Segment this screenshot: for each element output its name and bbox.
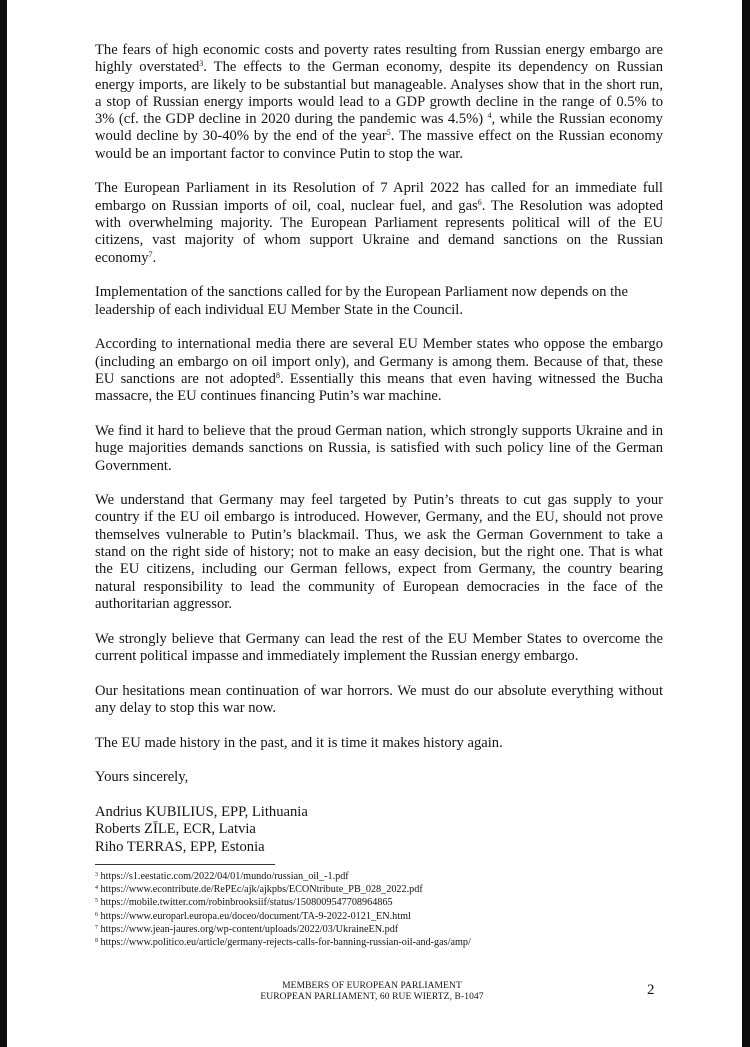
footnote[interactable]: $^6$ https://www.europarl.europa.eu/doceo/document/TA-9-2022-0121_EN.html [95, 910, 411, 922]
footnote-separator [95, 864, 275, 865]
letter-body [95, 42, 663, 856]
footnote-ref[interactable]: 7 [148, 249, 153, 259]
footnotes [95, 870, 695, 949]
paragraph-economic-costs: The fears of high economic costs and poverty rates resulting from Russian energy embargo are highly overstated$^3$. The effects to the German economy, despite its dependency on Russian energy imports, are likely to be substantial but manageable. Analyses show that in the short run, a stop of Russian energy imports would lead to a GDP growth decline in the range of 0.5% to 3% (cf. the GDP decline in 2020 during the pandemic was 4.5%) $^4$, while the Russian economy would decline by 30-40% by the end of the year$^5$. The massive effect on the Russian economy would be an important factor to convince Putin to stop the war. [95, 42, 663, 162]
paragraph-german-nation: We find it hard to believe that the proud German nation, which strongly supports Ukraine and in huge majorities demands sanctions on Russia, is satisfied with such policy line of the German Government. [95, 422, 663, 474]
footnote-link[interactable]: https://www.politico.eu/article/germany-rejects-calls-for-banning-russian-oil-and-gas/amp/ [98, 937, 471, 949]
page-number: 2 [647, 982, 655, 998]
page-footer [187, 981, 557, 1003]
footnote-ref[interactable]: 3 [199, 59, 204, 69]
paragraph-hesitations: Our hesitations mean continuation of war horrors. We must do our absolute everything without any delay to stop this war now. [95, 682, 663, 716]
footnote[interactable]: $^8$ https://www.politico.eu/article/germany-rejects-calls-for-banning-russian-oil-and-gas/amp/ [95, 937, 471, 949]
paragraph-belief: We strongly believe that Germany can lead the rest of the EU Member States to overcome the current political impasse and immediately implement the Russian energy embargo. [95, 630, 663, 664]
footnote[interactable]: $^5$ https://mobile.twitter.com/robinbrooksiif/status/1508009547708964865 [95, 897, 393, 909]
signatories [95, 804, 663, 856]
paragraph-international-media: According to international media there are several EU Member states who oppose the embargo (including an embargo on oil import only), and Germany is among them. Because of that, these EU sanctions are not adopted$^8$. Essentially this means that even having witnessed the Bucha massacre, the EU continues financing Putin’s war machine. [95, 336, 663, 405]
footnote-ref[interactable]: 4 [487, 111, 492, 121]
footnote-link[interactable]: https://www.europarl.europa.eu/doceo/document/TA-9-2022-0121_EN.html [98, 910, 411, 922]
footnote[interactable]: $^7$ https://www.jean-jaures.org/wp-content/uploads/2022/03/UkraineEN.pdf [95, 923, 399, 935]
paragraph-history: The EU made history in the past, and it is time it makes history again. [95, 734, 503, 751]
footnote-link[interactable]: https://www.jean-jaures.org/wp-content/uploads/2022/03/UkraineEN.pdf [98, 923, 399, 935]
paragraph-implementation: Implementation of the sanctions called for by the European Parliament now depends on the leadership of each individual EU Member State in the Council. [95, 284, 628, 318]
footnote[interactable]: $^3$ https://s1.eestatic.com/2022/04/01/mundo/russian_oil_-1.pdf [95, 871, 349, 882]
footnote[interactable]: $^4$ https://www.econtribute.de/RePEc/ajk/ajkpbs/ECONtribute_PB_028_2022.pdf [95, 884, 423, 896]
signatory: Roberts ZĪLE, ECR, Latvia [95, 821, 256, 838]
paragraph-resolution: The European Parliament in its Resolution of 7 April 2022 has called for an immediate full embargo on Russian imports of oil, coal, nuclear fuel, and gas$^6$. The Resolution was adopted with overwhelming majority. The European Parliament represents political will of the EU citizens, vast majority of whom support Ukraine and demand sanctions on the Russian economy$^7$. [95, 180, 663, 266]
footnote-link[interactable]: https://s1.eestatic.com/2022/04/01/mundo/russian_oil_-1.pdf [98, 871, 349, 882]
signatory: Riho TERRAS, EPP, Estonia [95, 838, 265, 855]
paragraph-understanding: We understand that Germany may feel targeted by Putin’s threats to cut gas supply to your country if the EU oil embargo is introduced. However, Germany, and the EU, should not prove themselves vulnerable to Putin’s blackmail. Thus, we ask the German Government to take a stand on the right side of history; not to make an easy decision, but the right one. That is what the EU citizens, including our German fellows, expect from Germany, the country bearing natural responsibility to lead the community of European democracies in the face of the authoritarian aggressor. [95, 492, 663, 612]
letter-page [7, 0, 742, 1047]
footnote-link[interactable]: https://www.econtribute.de/RePEc/ajk/ajkpbs/ECONtribute_PB_028_2022.pdf [98, 884, 423, 896]
footnote-ref[interactable]: 8 [275, 370, 280, 380]
signatory: Andrius KUBILIUS, EPP, Lithuania [95, 804, 308, 820]
footer-org: MEMBERS OF EUROPEAN PARLIAMENT [282, 981, 462, 991]
footnote-link[interactable]: https://mobile.twitter.com/robinbrooksiif/status/1508009547708964865 [98, 897, 393, 909]
footer-address: EUROPEAN PARLIAMENT, 60 RUE WIERTZ, B-1047 [260, 992, 484, 1002]
closing-salutation: Yours sincerely, [95, 769, 189, 786]
footnote-ref[interactable]: 6 [477, 197, 482, 207]
footnote-ref[interactable]: 5 [386, 128, 391, 138]
